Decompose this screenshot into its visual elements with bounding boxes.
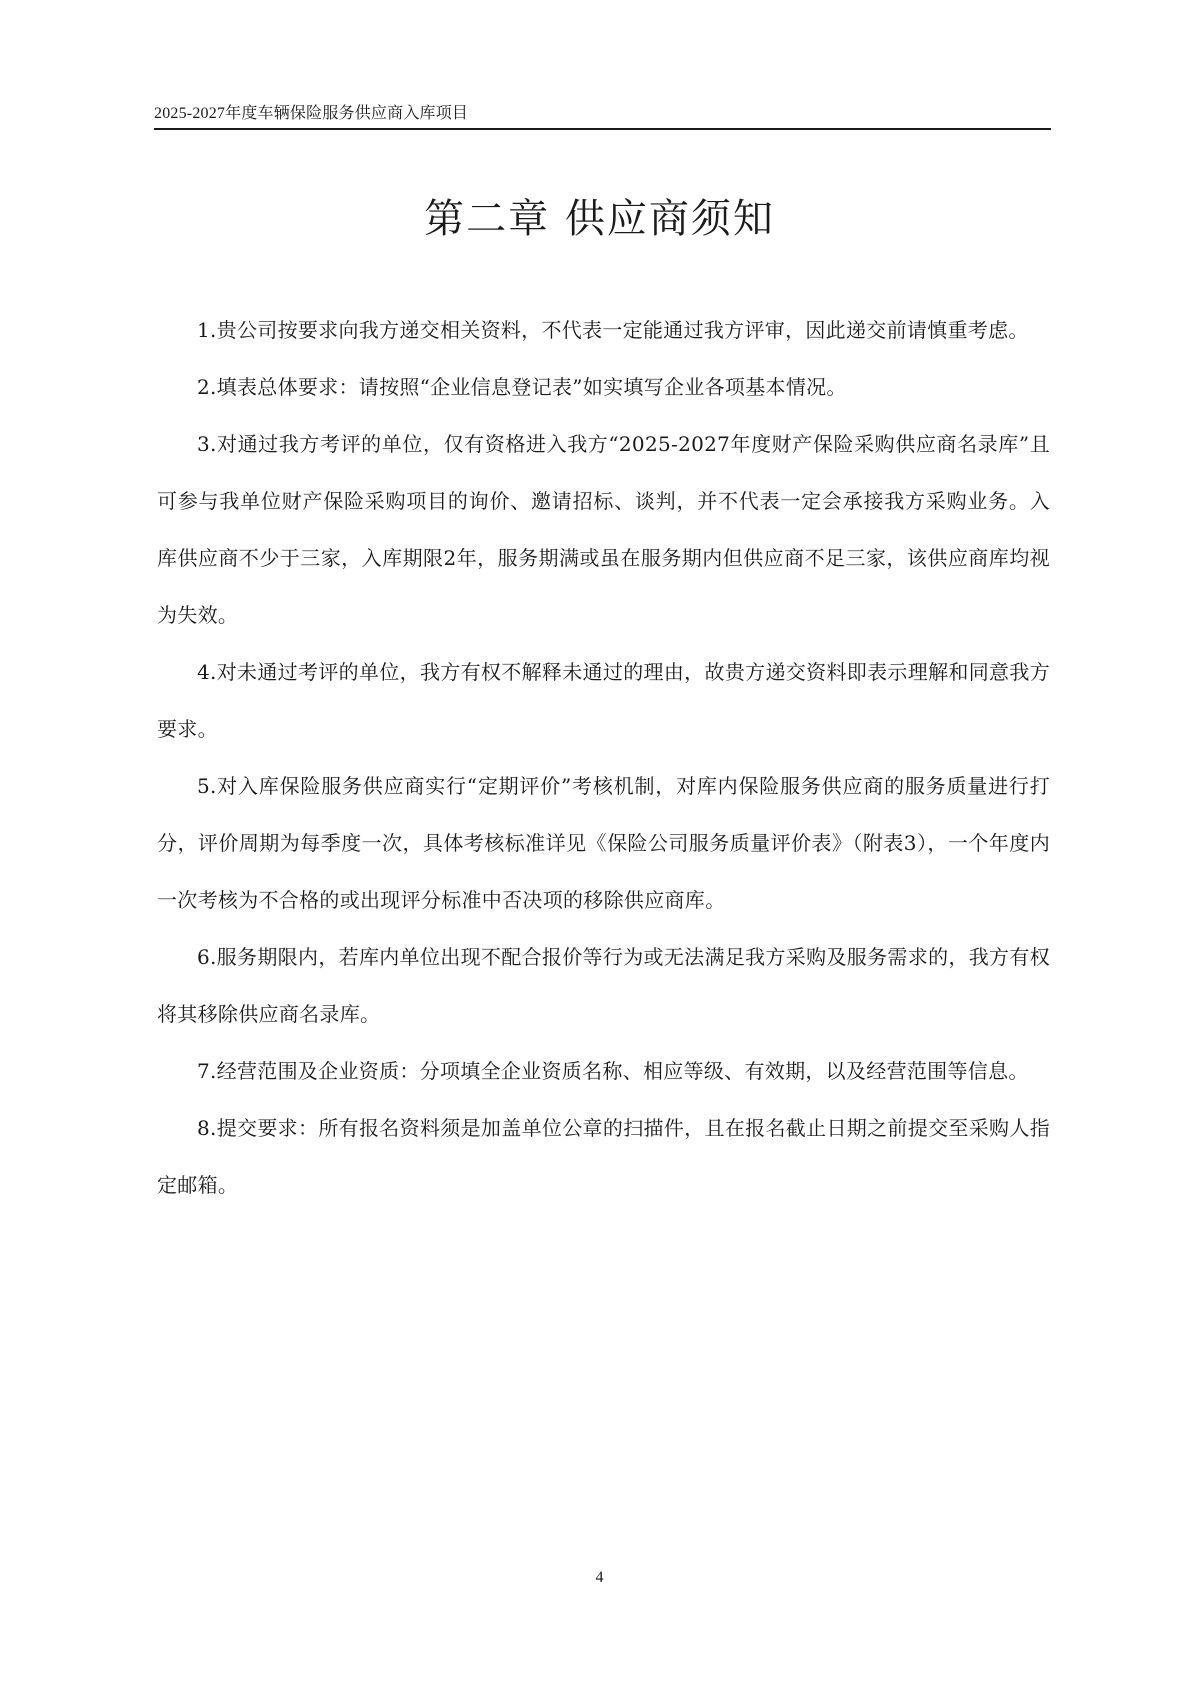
notice-item-3: 3.对通过我方考评的单位，仅有资格进入我方“2025-2027年度财产保险采购供应商名录库”且可参与我单位财产保险采购项目的询价、邀请招标、谈判，并不代表一定会承接我方采购业务。入库供应商不少于三家，入库期限2年，服务期满或虽在服务期内但供应商不足三家，该供应商库均视为失效。 xyxy=(157,432,1050,627)
notice-item-7: 7.经营范围及企业资质：分项填全企业资质名称、相应等级、有效期，以及经营范围等信息。 xyxy=(197,1059,1029,1083)
notice-item-4: 4.对未通过考评的单位，我方有权不解释未通过的理由，故贵方递交资料即表示理解和同意我方要求。 xyxy=(157,660,1050,741)
page-header xyxy=(154,104,1051,130)
notice-item-5: 5.对入库保险服务供应商实行“定期评价”考核机制，对库内保险服务供应商的服务质量进行打分，评价周期为每季度一次，具体考核标准详见《保险公司服务质量评价表》（附表3），一个年度内一次考核为不合格的或出现评分标准中否决项的移除供应商库。 xyxy=(157,774,1050,912)
notice-item-1: 1.贵公司按要求向我方递交相关资料，不代表一定能通过我方评审，因此递交前请慎重考虑。 xyxy=(197,318,1029,342)
notice-item-8: 8.提交要求：所有报名资料须是加盖单位公章的扫描件，且在报名截止日期之前提交至采购人指定邮箱。 xyxy=(157,1116,1050,1197)
notice-item-2: 2.填表总体要求：请按照“企业信息登记表”如实填写企业各项基本情况。 xyxy=(197,375,847,399)
page-number: 4 xyxy=(595,1569,604,1586)
header-title: 2025-2027年度车辆保险服务供应商入库项目 xyxy=(154,105,469,122)
notice-item-6: 6.服务期限内，若库内单位出现不配合报价等行为或无法满足我方采购及服务需求的，我方有权将其移除供应商名录库。 xyxy=(157,945,1050,1026)
notice-body xyxy=(157,302,1050,1214)
chapter-title: 第二章 供应商须知 xyxy=(424,196,775,242)
